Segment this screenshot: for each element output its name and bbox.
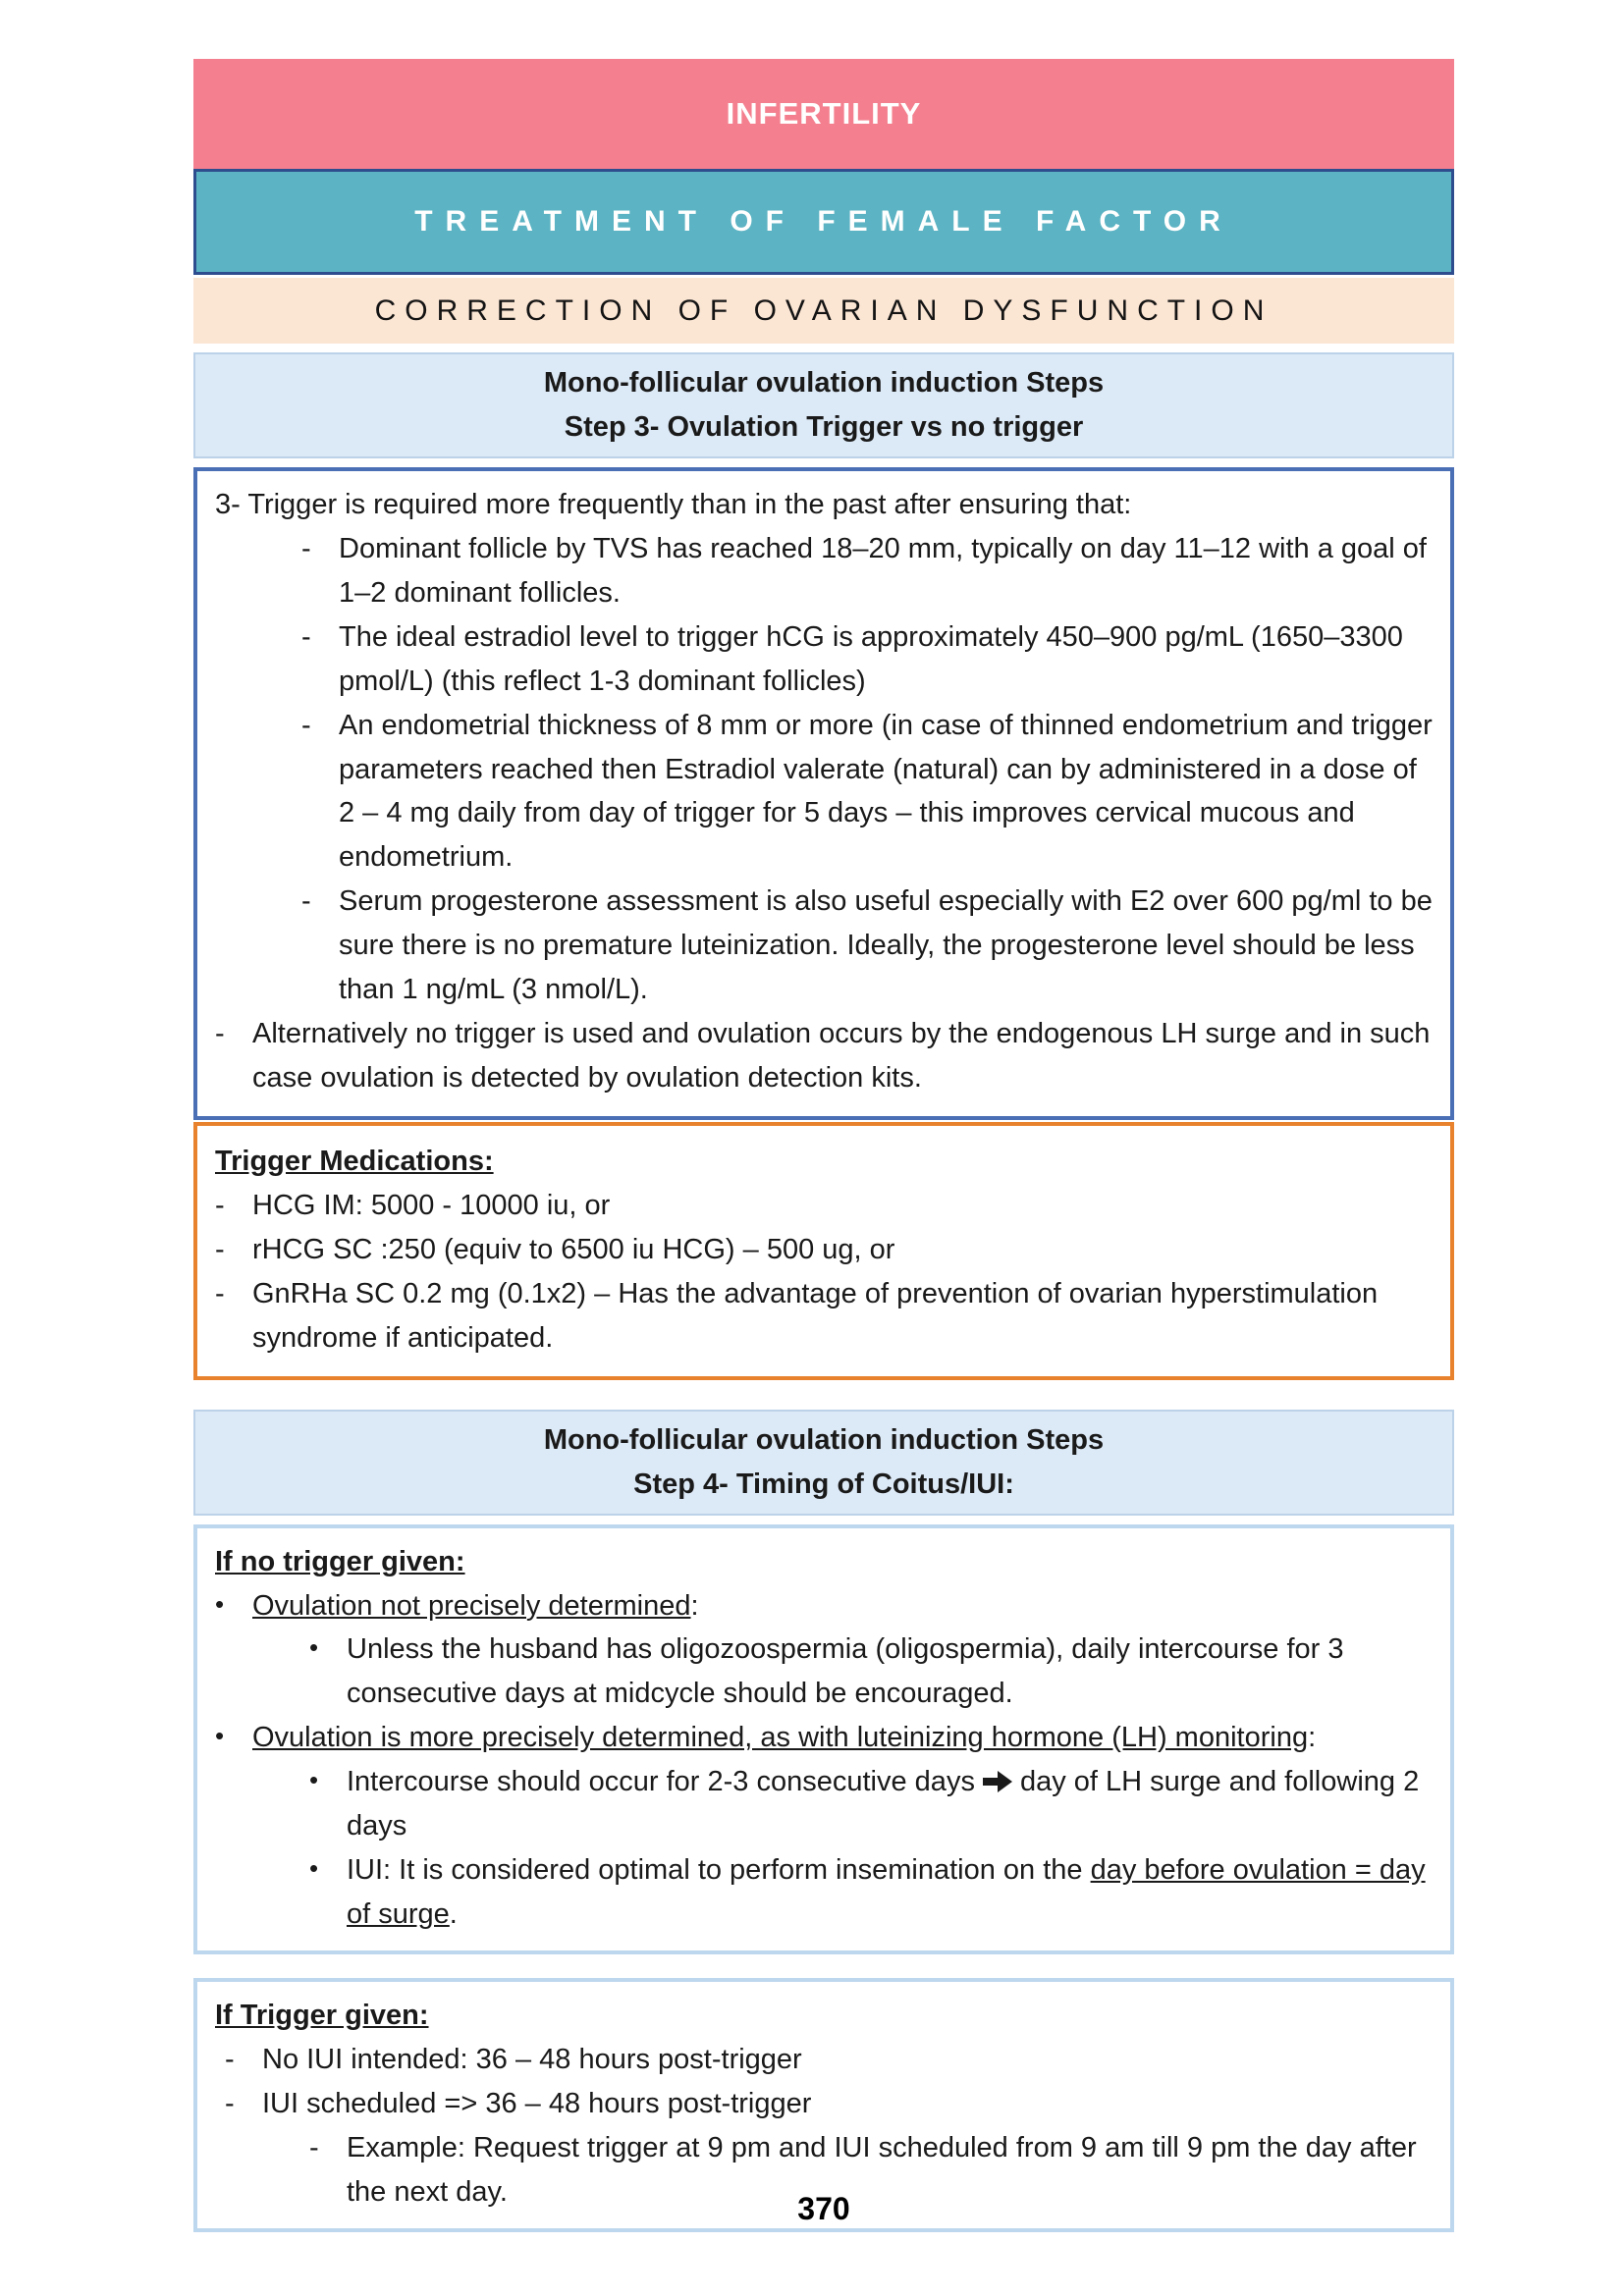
sub2-pre-text: IUI: It is considered optimal to perform insemination on the [347, 1854, 1091, 1887]
no-trigger-bullet2-sub2-text [347, 1848, 1433, 1937]
sub1-post-text: day of LH surge and following 2 days [347, 1766, 1420, 1842]
trigger-given-example-text: Example: Request trigger at 9 pm and IUI scheduled from 9 am till 9 pm the day after the next day. [347, 2131, 1417, 2208]
trigger-medications-box [193, 1122, 1454, 1380]
sub2-post-text: . [449, 1898, 458, 1931]
dash-bullet-marker: - [215, 1189, 225, 1221]
dash-bullet-marker: - [301, 620, 311, 653]
no-trigger-bullet2-suffix: : [1308, 1722, 1317, 1754]
step3-header-line1: Mono-follicular ovulation induction Steps [543, 367, 1105, 399]
no-trigger-title: If no trigger given: [215, 1545, 465, 1577]
dash-bullet-marker: - [301, 532, 311, 564]
trigger-given-item [225, 2038, 1433, 2082]
sub2-underlined-text: day before ovulation = day of surge [347, 1854, 1426, 1931]
dot-bullet-marker: • [309, 1632, 319, 1663]
banner-correction-label: CORRECTION OF OVARIAN DYSFUNCTION [374, 294, 1273, 327]
medication-item [215, 1184, 1433, 1228]
trigger-given-item-text: No IUI intended: 36 – 48 hours post-trigger [262, 2043, 802, 2075]
dash-bullet-marker: - [301, 885, 311, 918]
dash-bullet-marker: - [215, 1277, 225, 1309]
no-trigger-bullet1-text [252, 1584, 1433, 1629]
step4-section-header [193, 1410, 1454, 1516]
step3-header-line2: Step 3- Ovulation Trigger vs no trigger [564, 410, 1084, 443]
arrow-right-icon [983, 1771, 1012, 1792]
step3-intro: 3- Trigger is required more frequently than in the past after ensuring that: [215, 488, 1132, 520]
banner-treatment [193, 169, 1454, 275]
dash-bullet-marker: - [309, 2131, 319, 2163]
medication-item-text: rHCG SC :250 (equiv to 6500 iu HCG) – 500 ug, or [252, 1233, 895, 1265]
no-trigger-bullet1-sub-text: Unless the husband has oligozoospermia (oligospermia), daily intercourse for 3 consecutive days at midcycle should be encouraged. [347, 1633, 1344, 1710]
medication-item [215, 1228, 1433, 1272]
trigger-given-item [225, 2082, 1433, 2126]
no-trigger-box [193, 1524, 1454, 1954]
no-trigger-bullet1-suffix: : [690, 1589, 699, 1622]
banner-treatment-label: TREATMENT OF FEMALE FACTOR [414, 205, 1233, 238]
step3-sub-bullet [301, 615, 1433, 704]
no-trigger-bullet2-text [252, 1716, 1433, 1760]
step3-sub-bullet [301, 880, 1433, 1012]
no-trigger-bullet1-sub [309, 1628, 1433, 1716]
step3-sub-bullet-text: Serum progesterone assessment is also useful especially with E2 over 600 pg/ml to be sure there is no premature luteinization. Ideally, the progesterone level should be less than 1 ng/mL (3 nmol/L). [339, 885, 1433, 1006]
dash-bullet-marker: - [215, 1233, 225, 1265]
medication-item [215, 1272, 1433, 1361]
no-trigger-bullet1-label: Ovulation not precisely determined [252, 1589, 691, 1622]
step3-alt-bullet [215, 1012, 1433, 1100]
no-trigger-bullet2 [215, 1716, 1433, 1760]
banner-infertility [193, 59, 1454, 169]
sub1-pre-text: Intercourse should occur for 2-3 consecutive days [347, 1766, 975, 1798]
step3-section-header [193, 352, 1454, 458]
step3-alt-bullet-text: Alternatively no trigger is used and ovulation occurs by the endogenous LH surge and in such case ovulation is detected by ovulation detection kits. [252, 1018, 1431, 1095]
step3-sub-bullet [301, 704, 1433, 881]
dot-bullet-marker: • [309, 1765, 319, 1795]
dash-bullet-marker: - [225, 2043, 235, 2075]
trigger-given-item-text: IUI scheduled => 36 – 48 hours post-trigger [262, 2087, 812, 2119]
dash-bullet-marker: - [225, 2087, 235, 2119]
no-trigger-bullet2-sub1 [309, 1760, 1433, 1848]
step3-sub-bullet-text: The ideal estradiol level to trigger hCG is approximately 450–900 pg/mL (1650–3300 pmol/L) (this reflect 1-3 dominant follicles) [339, 620, 1403, 697]
banner-correction [193, 278, 1454, 344]
no-trigger-bullet2-sub1-text [347, 1760, 1433, 1848]
dot-bullet-marker: • [309, 1853, 319, 1884]
dash-bullet-marker: - [215, 1018, 225, 1050]
step3-sub-bullet [301, 527, 1433, 615]
step4-header-line1: Mono-follicular ovulation induction Steps [543, 1423, 1105, 1456]
medication-item-text: GnRHa SC 0.2 mg (0.1x2) – Has the advantage of prevention of ovarian hyperstimulation syndrome if anticipated. [252, 1277, 1379, 1354]
no-trigger-bullet2-label: Ovulation is more precisely determined, as with luteinizing hormone (LH) monitoring [252, 1722, 1309, 1754]
dot-bullet-marker: • [215, 1588, 225, 1619]
banner-infertility-label: INFERTILITY [726, 96, 922, 131]
page-number: 370 [797, 2191, 850, 2226]
no-trigger-bullet2-sub2 [309, 1848, 1433, 1937]
dot-bullet-marker: • [215, 1721, 225, 1751]
trigger-given-title: If Trigger given: [215, 2000, 429, 2031]
step4-header-line2: Step 4- Timing of Coitus/IUI: [633, 1468, 1014, 1500]
no-trigger-bullet1 [215, 1584, 1433, 1629]
trigger-medications-title: Trigger Medications: [215, 1146, 494, 1177]
step3-sub-bullet-text: Dominant follicle by TVS has reached 18–20 mm, typically on day 11–12 with a goal of 1–2 dominant follicles. [339, 532, 1427, 609]
document-page [193, 59, 1454, 2232]
step3-content-box [193, 467, 1454, 1120]
step3-sub-bullet-text: An endometrial thickness of 8 mm or more (in case of thinned endometrium and trigger parameters reached then Estradiol valerate (natural) can by administered in a dose of 2 – 4 mg daily from day of trigger for 5 days – this improves cervical mucous and endometrium. [339, 709, 1433, 874]
dash-bullet-marker: - [301, 709, 311, 741]
medication-item-text: HCG IM: 5000 - 10000 iu, or [252, 1189, 611, 1221]
